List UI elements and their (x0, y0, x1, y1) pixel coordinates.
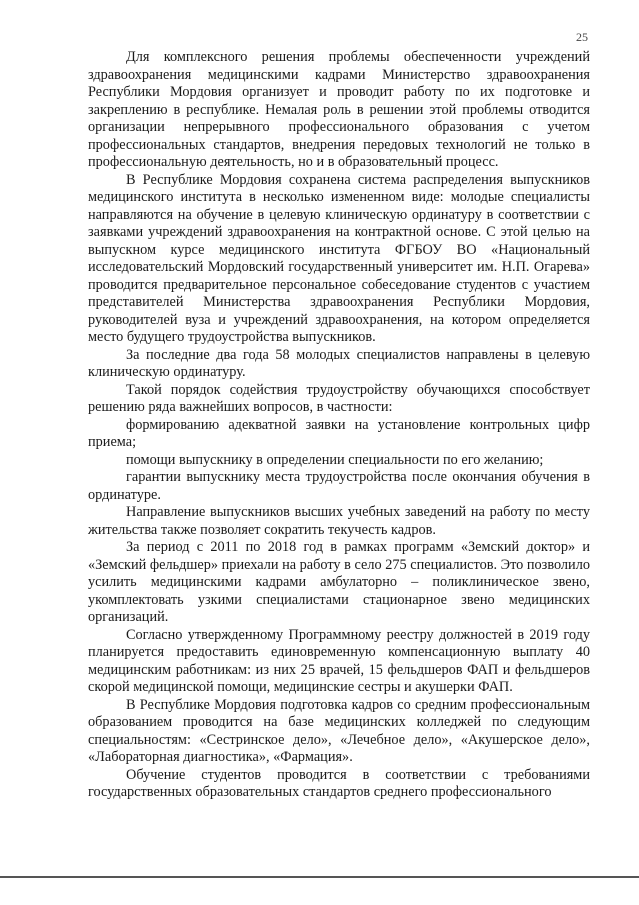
scan-edge-line (0, 876, 639, 878)
paragraph: Для комплексного решения проблемы обеспеченности учреждений здравоохранения медицинскими кадрами Министерство здравоохранения Республики Мордовия организует и проводит работу по их подготовке и закреплению в республике. Немалая роль в решении этой проблемы отводится организации непрерывного профессионального образования с учетом профессиональных стандартов, внедрения передовых технологий не только в профессиональную деятельность, но и в образовательный процесс. (88, 49, 590, 170)
paragraph: Направление выпускников высших учебных заведений на работу по месту жительства также позволяет сократить текучесть кадров. (88, 504, 590, 538)
list-item: формированию адекватной заявки на установление контрольных цифр приема; (88, 416, 590, 450)
paragraph: В Республике Мордовия сохранена система распределения выпускников медицинского института в несколько измененном виде: молодые специалисты направляются на обучение в целевую клиническую ординатуру в соответствии с заявками учреждений здравоохранения на контрактной основе. С этой целью на выпускном курсе медицинского института ФГБОУ ВО «Национальный исследовательский Мордовский государственный университет им. Н.П. Огарева» проводится предварительное персональное собеседование студентов с участием представителей Министерства здравоохранения Республики Мордовия, руководителей вуза и учреждений здравоохранения, на котором определяется место будущего трудоустройства выпускников. (88, 171, 590, 345)
page-number: 25 (576, 30, 588, 44)
paragraph: Обучение студентов проводится в соответствии с требованиями государственных образовательных стандартов среднего профессионального (88, 766, 590, 800)
list-item: помощи выпускнику в определении специальности по его желанию; (126, 451, 544, 468)
paragraph: Такой порядок содействия трудоустройству обучающихся способствует решению ряда важнейших вопросов, в частности: (88, 381, 590, 415)
paragraph: Согласно утвержденному Программному реестру должностей в 2019 году планируется предоставить единовременную компенсационную выплату 40 медицинским работникам: из них 25 врачей, 15 фельдшеров ФАП и фельдшеров скорой медицинской помощи, медицинские сестры и акушерки ФАП. (88, 626, 590, 695)
document-body (88, 49, 590, 802)
paragraph: За период с 2011 по 2018 год в рамках программ «Земский доктор» и «Земский фельдшер» приехали на работу в село 275 специалистов. Это позволило усилить медицинскими кадрами амбулаторно – поликлиническое звено, укомплектовать узкими специалистами стационарное звено медицинских организаций. (88, 539, 590, 625)
list-item: гарантии выпускнику места трудоустройства после окончания обучения в ординатуре. (88, 469, 590, 503)
paragraph: За последние два года 58 молодых специалистов направлены в целевую клиническую ординатуру. (88, 346, 590, 380)
paragraph: В Республике Мордовия подготовка кадров со средним профессиональным образованием проводится на базе медицинских колледжей по следующим специальностям: «Сестринское дело», «Лечебное дело», «Акушерское дело», «Лабораторная диагностика», «Фармация». (88, 696, 590, 765)
